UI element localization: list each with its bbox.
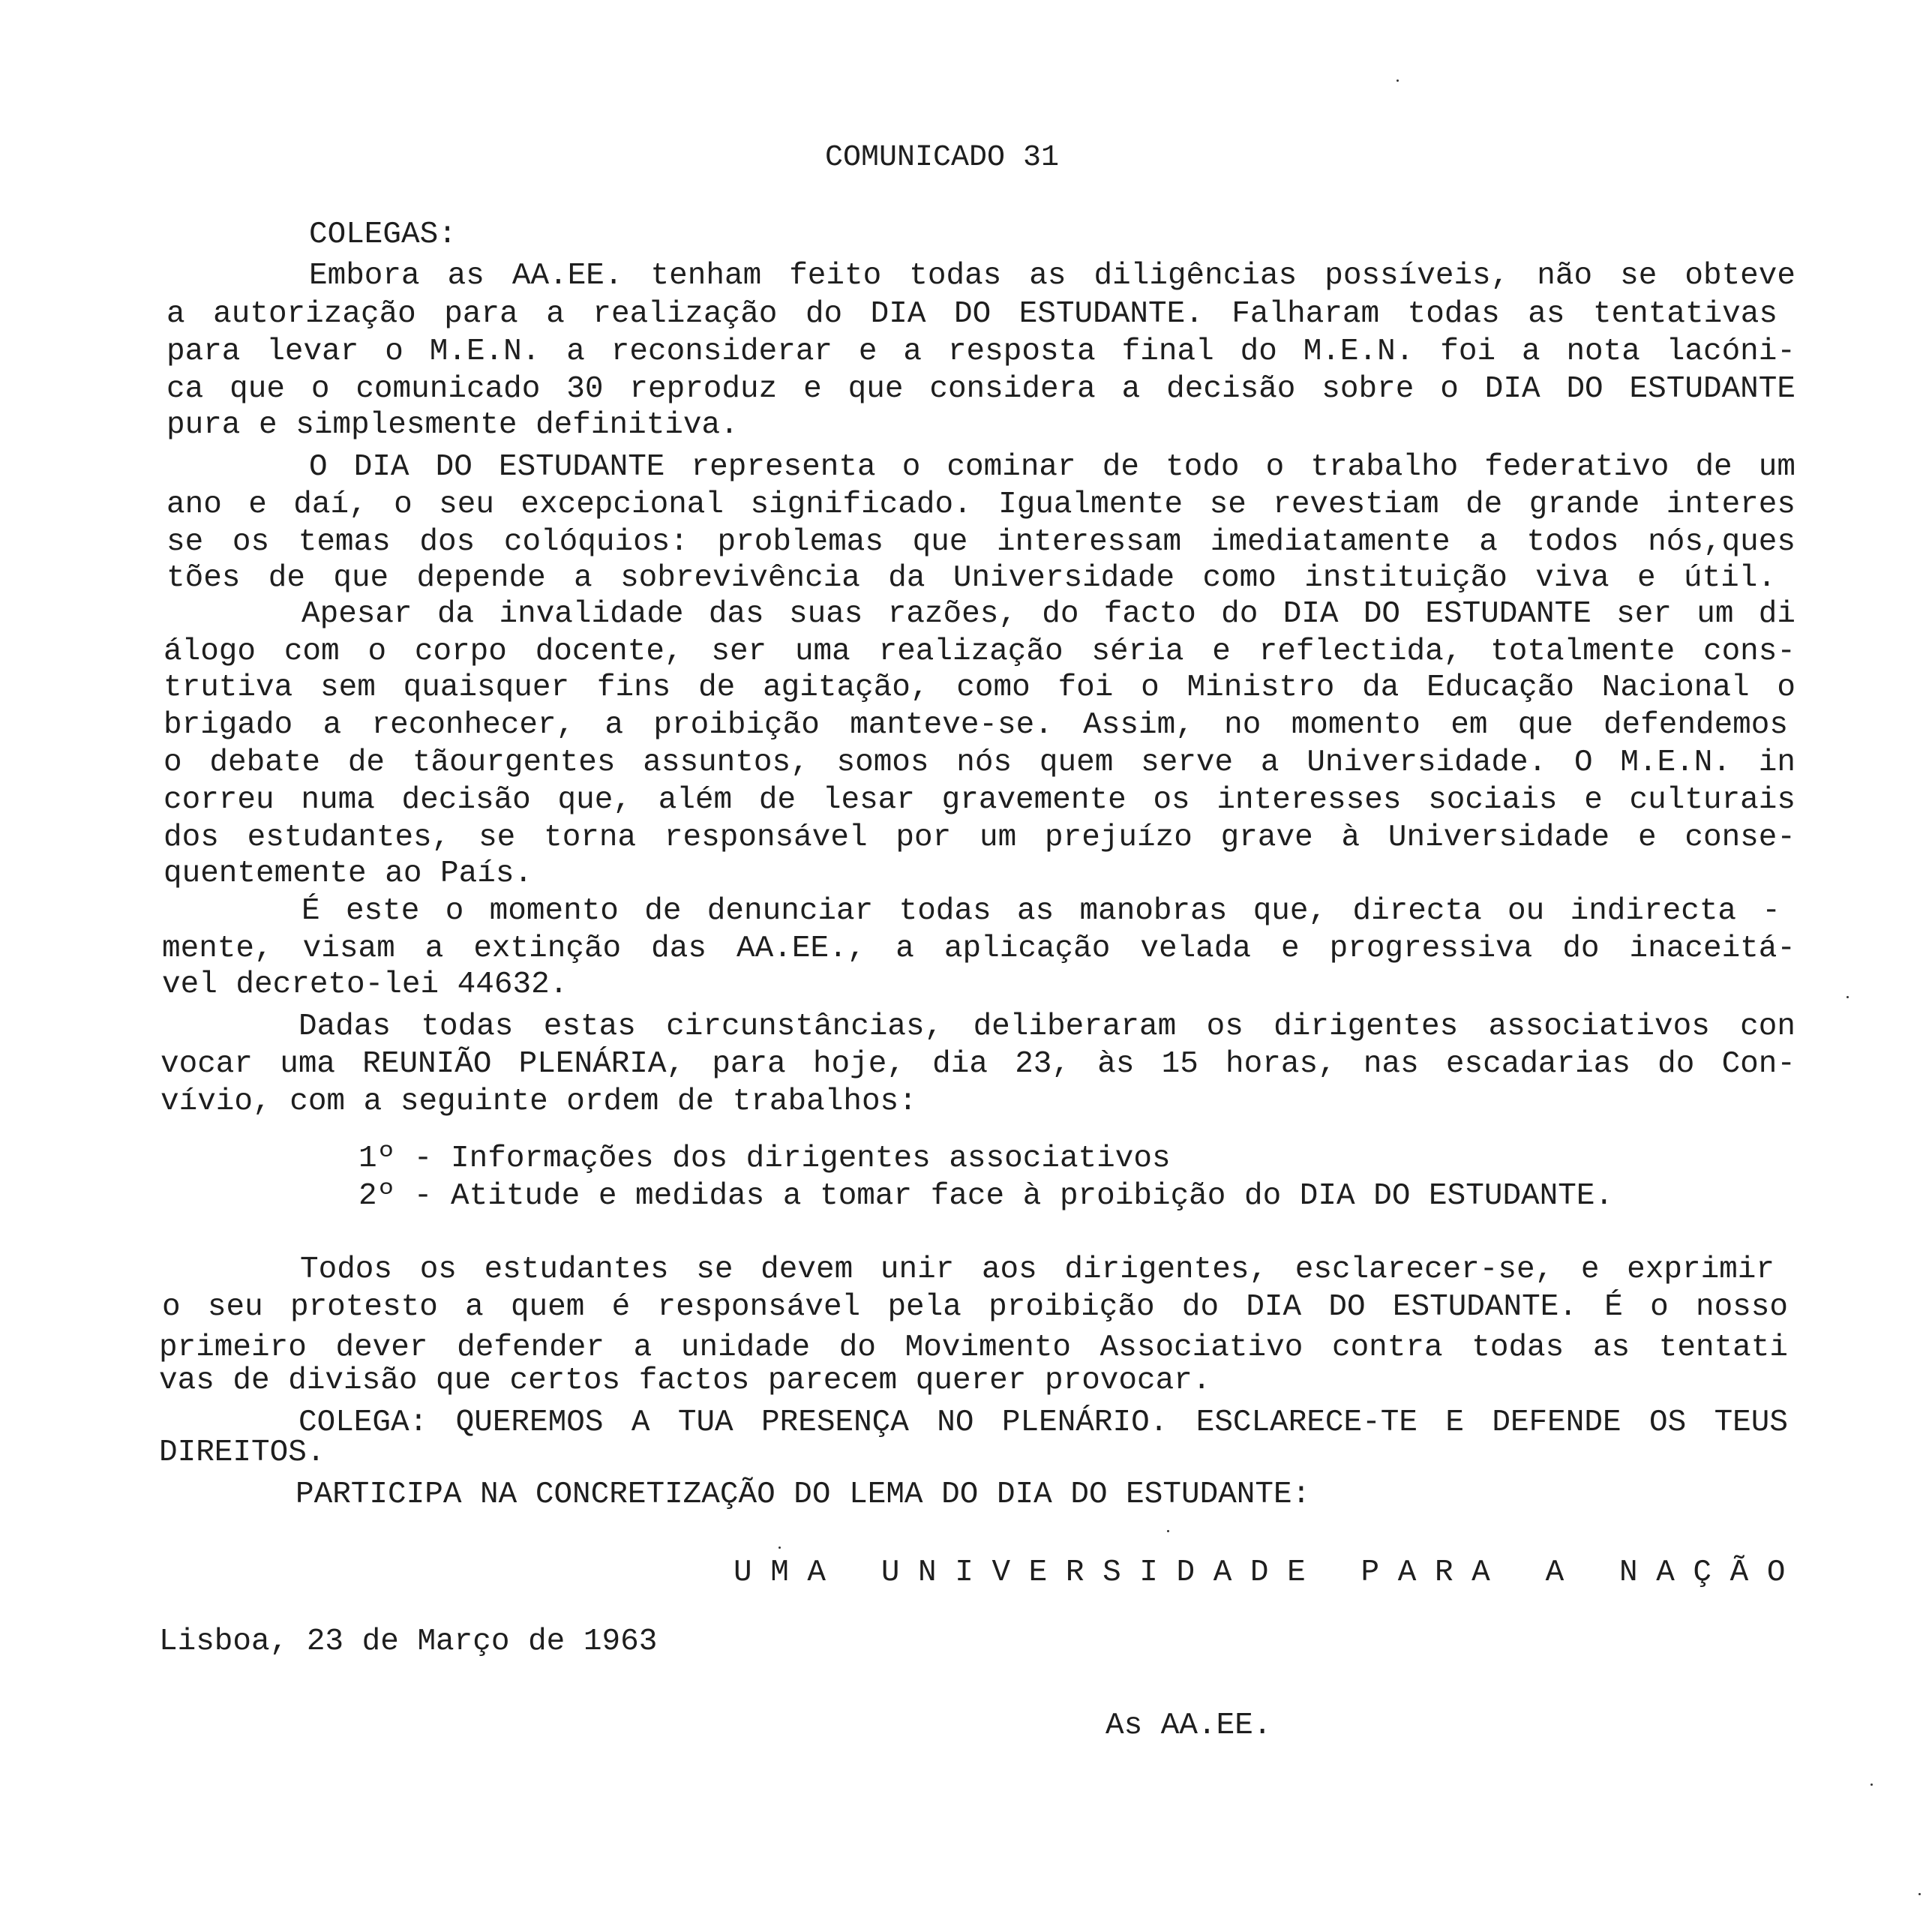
text-line: pura e simplesmente definitiva. xyxy=(166,408,739,442)
scan-speck xyxy=(1396,80,1399,82)
agenda-item: 2º - Atitude e medidas a tomar face à proibição do DIA DO ESTUDANTE. xyxy=(358,1179,1614,1214)
text-line: Dadas todas estas circunstâncias, deliberaram os dirigentes associativos con xyxy=(298,1010,1796,1044)
text-line: correu numa decisão que, além de lesar gravemente os interesses sociais e culturais xyxy=(164,783,1796,818)
text-line: Embora as AA.EE. tenham feito todas as diligências possíveis, não se obteve xyxy=(309,259,1796,293)
salutation: COLEGAS: xyxy=(309,218,457,252)
text-line: a autorização para a realização do DIA DO ESTUDANTE. Falharam todas as tentativas xyxy=(166,297,1778,332)
motto: U M A U N I V E R S I D A D E P A R A A N A Ç Ã O xyxy=(734,1556,1786,1590)
text-line: COLEGA: QUEREMOS A TUA PRESENÇA NO PLENÁRIO. ESCLARECE-TE E DEFENDE OS TEUS xyxy=(298,1406,1788,1440)
text-line: trutiva sem quaisquer fins de agitação, como foi o Ministro da Educação Nacional o xyxy=(164,670,1796,705)
text-line: PARTICIPA NA CONCRETIZAÇÃO DO LEMA DO DIA DO ESTUDANTE: xyxy=(296,1478,1311,1512)
scan-speck xyxy=(1167,1530,1169,1532)
text-line: primeiro dever defender a unidade do Movimento Associativo contra todas as tentati xyxy=(159,1330,1788,1365)
text-line: O DIA DO ESTUDANTE representa o cominar de todo o trabalho federativo de um xyxy=(309,450,1796,484)
text-line: Todos os estudantes se devem unir aos dirigentes, esclarecer-se, e exprimir xyxy=(300,1252,1774,1287)
dateline: Lisboa, 23 de Março de 1963 xyxy=(159,1624,658,1659)
text-line: quentemente ao País. xyxy=(164,856,533,891)
text-line: vocar uma REUNIÃO PLENÁRIA, para hoje, dia 23, às 15 horas, nas escadarias do Con- xyxy=(160,1047,1796,1082)
text-line: tões de que depende a sobrevivência da Universidade como instituição viva e útil. xyxy=(166,561,1776,596)
scan-speck xyxy=(778,1546,781,1549)
scan-speck xyxy=(1870,1784,1873,1786)
text-line: álogo com o corpo docente, ser uma realização séria e reflectida, totalmente cons- xyxy=(164,634,1796,669)
text-line: dos estudantes, se torna responsável por um prejuízo grave à Universidade e conse- xyxy=(164,820,1796,855)
text-line: ca que o comunicado 30 reproduz e que considera a decisão sobre o DIA DO ESTUDANTE xyxy=(166,372,1796,406)
document-title: COMUNICADO 31 xyxy=(825,141,1060,175)
scan-speck xyxy=(1846,996,1849,998)
text-line: ano e daí, o seu excepcional significado. Igualmente se revestiam de grande interes xyxy=(166,488,1796,522)
text-line: para levar o M.E.N. a reconsiderar e a resposta final do M.E.N. foi a nota lacóni- xyxy=(166,334,1796,369)
signature: As AA.EE. xyxy=(1106,1708,1272,1743)
text-line: vas de divisão que certos factos parecem querer provocar. xyxy=(159,1364,1211,1398)
text-line: vel decreto-lei 44632. xyxy=(162,968,568,1002)
text-line: o seu protesto a quem é responsável pela proibição do DIA DO ESTUDANTE. É o nosso xyxy=(162,1290,1788,1324)
text-line: Apesar da invalidade das suas razões, do facto do DIA DO ESTUDANTE ser um di xyxy=(302,597,1796,632)
text-line: vívio, com a seguinte ordem de trabalhos: xyxy=(160,1084,917,1119)
scan-speck xyxy=(1918,1893,1921,1895)
text-line: É este o momento de denunciar todas as manobras que, directa ou indirecta - xyxy=(302,894,1780,928)
agenda-item: 1º - Informações dos dirigentes associativos xyxy=(358,1142,1171,1176)
text-line: se os temas dos colóquios: problemas que interessam imediatamente a todos nós,ques xyxy=(166,525,1796,560)
text-line: mente, visam a extinção das AA.EE., a aplicação velada e progressiva do inaceitá- xyxy=(162,932,1796,966)
text-line: DIREITOS. xyxy=(159,1436,326,1470)
text-line: o debate de tãourgentes assuntos, somos nós quem serve a Universidade. O M.E.N. in xyxy=(164,746,1796,780)
text-line: brigado a reconhecer, a proibição manteve-se. Assim, no momento em que defendemos xyxy=(164,708,1788,742)
